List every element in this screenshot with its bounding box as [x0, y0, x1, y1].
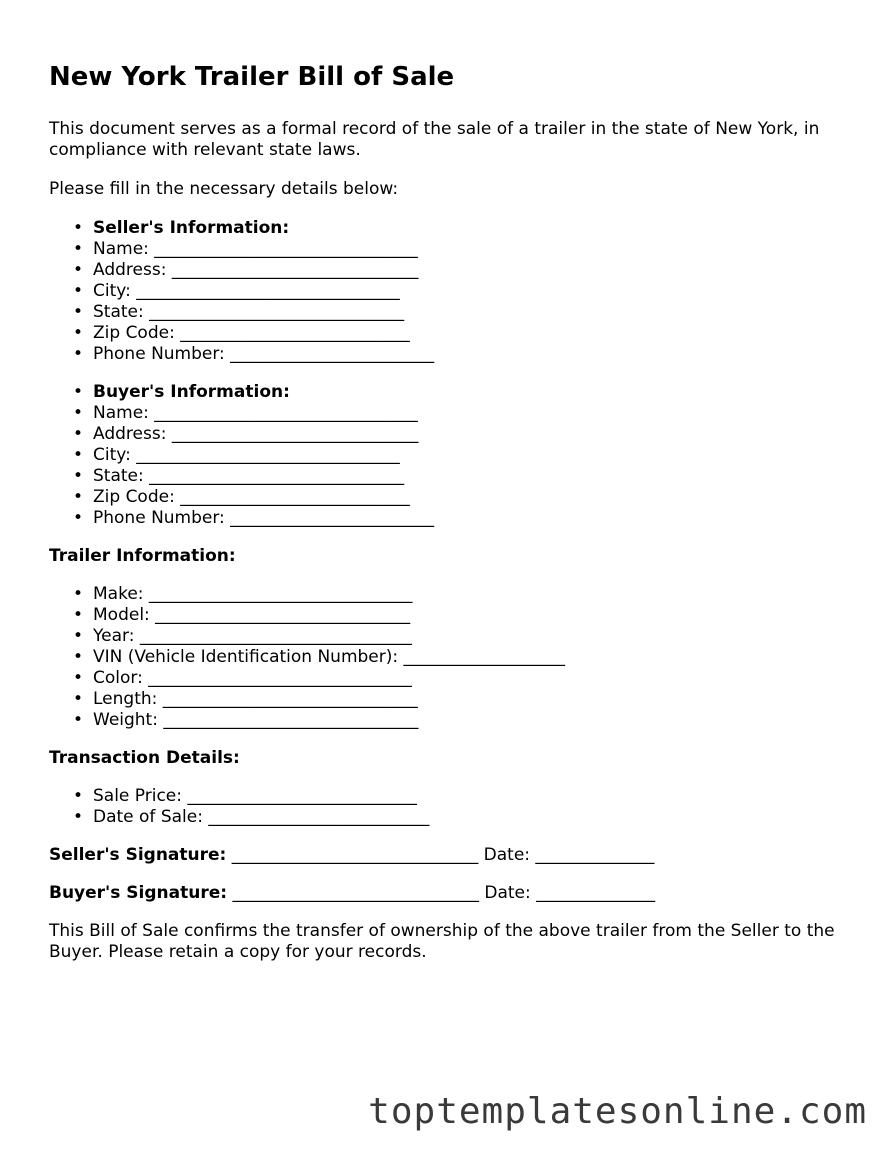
buyer-signature-line[interactable] [49, 883, 859, 904]
seller-signature-label: Seller's Signature: [49, 845, 227, 865]
page-title: New York Trailer Bill of Sale [49, 62, 455, 92]
buyer-zip-field[interactable]: • Zip Code: ___________________________ [93, 487, 859, 508]
seller-zip-field[interactable]: • Zip Code: ___________________________ [93, 323, 859, 344]
intro-paragraph: This document serves as a formal record of the sale of a trailer in the state of New York, in compliance with relevant state laws. [49, 119, 820, 160]
trailer-info-heading: Trailer Information: [49, 546, 236, 566]
watermark-text: toptemplatesonline.com [368, 1091, 867, 1132]
buyer-name-field[interactable]: • Name: _______________________________ [93, 403, 859, 424]
transaction-details-heading: Transaction Details: [49, 748, 240, 768]
buyer-signature-blank[interactable]: _____________________________ Date: ______________ [227, 883, 656, 903]
trailer-weight-field[interactable]: • Weight: ______________________________ [93, 710, 859, 731]
buyer-signature-label: Buyer's Signature: [49, 883, 228, 903]
seller-phone-field[interactable]: • Phone Number: ________________________ [93, 344, 859, 365]
trailer-make-field[interactable]: • Make: _______________________________ [93, 584, 859, 605]
buyer-address-field[interactable]: • Address: _____________________________ [93, 424, 859, 445]
date-of-sale-field[interactable]: • Date of Sale: __________________________ [93, 807, 859, 828]
trailer-model-field[interactable]: • Model: ______________________________ [93, 605, 859, 626]
document-page [49, 58, 859, 981]
instruction-text: Please fill in the necessary details below: [49, 179, 399, 199]
buyer-state-field[interactable]: • State: ______________________________ [93, 466, 859, 487]
seller-signature-blank[interactable]: _____________________________ Date: ______________ [226, 845, 655, 865]
trailer-length-field[interactable]: • Length: ______________________________ [93, 689, 859, 710]
buyer-info-heading: • Buyer's Information: [93, 382, 859, 403]
trailer-year-field[interactable]: • Year: ________________________________ [93, 626, 859, 647]
closing-paragraph: This Bill of Sale confirms the transfer of ownership of the above trailer from the Seller to the Buyer. Please retain a copy for your records. [49, 921, 835, 962]
seller-signature-line[interactable] [49, 845, 859, 866]
sale-price-field[interactable]: • Sale Price: ___________________________ [93, 786, 859, 807]
seller-address-field[interactable]: • Address: _____________________________ [93, 260, 859, 281]
seller-info-list [49, 218, 859, 365]
trailer-color-field[interactable]: • Color: _______________________________ [93, 668, 859, 689]
seller-state-field[interactable]: • State: ______________________________ [93, 302, 859, 323]
trailer-vin-field[interactable]: • VIN (Vehicle Identification Number): ___________________ [93, 647, 859, 668]
transaction-details-list [49, 786, 859, 828]
buyer-phone-field[interactable]: • Phone Number: ________________________ [93, 508, 859, 529]
seller-city-field[interactable]: • City: _______________________________ [93, 281, 859, 302]
seller-name-field[interactable]: • Name: _______________________________ [93, 239, 859, 260]
trailer-info-list [49, 584, 859, 731]
buyer-info-list [49, 382, 859, 529]
seller-info-heading: • Seller's Information: [93, 218, 859, 239]
buyer-city-field[interactable]: • City: _______________________________ [93, 445, 859, 466]
